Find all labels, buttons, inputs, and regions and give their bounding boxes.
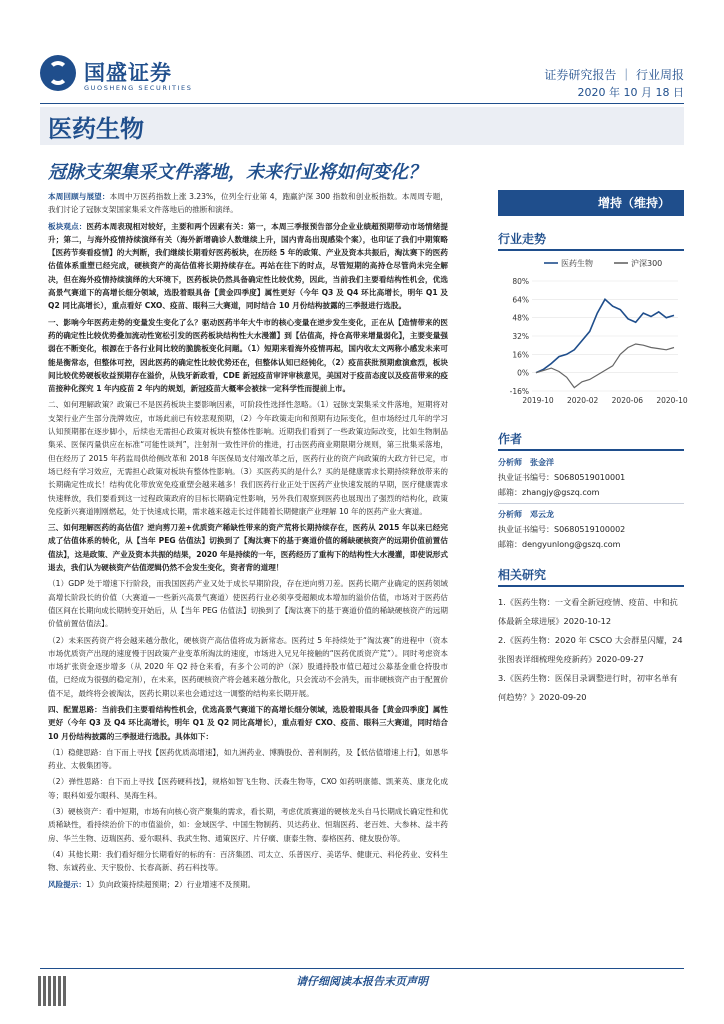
idea-stable: （1）稳健思路：自下而上寻找【医药优质高增速】，如九洲药业、博腾股份、普利制药，及【低估值增速上行】，如恩华药业、太极集团等。	[48, 747, 448, 771]
summary-label: 本周回顾与展望：	[48, 192, 110, 201]
view-label: 板块观点：	[48, 221, 87, 231]
idea-core: （3）硬核资产：看中短期，市场有向核心资产聚集的需求，看长期，考虑优质赛道的硬核龙头自马长期成长确定性和优质稀缺性，看持续治价下的市值溢价，如：金域医学、中国生物制药、贝达药业、恒瑞医药、老百姓、大参林、益丰药房、华兰生物、迈瑞医药、爱尔眼科、我武生物、通策医疗、片仔癀、康泰生物、泰格医药、健友股份等。	[48, 807, 448, 843]
report-date: 2020 年 10 月 18 日	[577, 86, 684, 99]
company-logo	[40, 55, 200, 95]
risk-paragraph	[48, 878, 448, 891]
x-tick-label: 2020-10	[656, 396, 688, 405]
footer-disclaimer: 请仔细阅读本报告末页声明	[296, 975, 428, 988]
main-body	[48, 190, 448, 894]
section-four: 四、配置思路：当前我们主要看结构性机会，优选高景气赛道下的高增长细分领域，选股着眼具备【黄金四季度】属性更好（今年 Q3 及 Q4 环比高增长，明年 Q1 及 Q2 同比高增长），重点看好 CXO、疫苗、眼科三大赛道，同时结合 10 月份结构披露的三季报进行选股。具体如下：	[48, 704, 448, 741]
analyst1-name: 张金洋	[530, 458, 554, 467]
point-gdp: （1）GDP 处于增速下行阶段，而我国医药产业又处于成长早期阶段，存在逆向剪刀差。医药长期产业确定的医药领域高增长阶段长的价值（大赛道—一些新兴高景气赛道）使医药行业必须享受超额成本增加的溢价估值，市场对于医药估值区间在长期向成长期转变开始后，从【当年 PEG 估值法】切换到了【淘汰赛下的基于赛道价值的稀缺硬核资产的远期价值前置估值法】。	[48, 579, 448, 629]
author-block	[498, 455, 684, 552]
report-type: 证券研究报告 ｜ 行业周报	[544, 68, 684, 82]
sidebar	[498, 190, 688, 707]
analyst1-line	[498, 455, 684, 470]
summary-paragraph	[48, 190, 448, 217]
y-tick-label: 48%	[512, 313, 529, 323]
y-tick-label: 64%	[512, 295, 529, 305]
series-line	[536, 344, 674, 388]
summary-text: 本周中万医药指数上涨 3.23%，位列全行业第 4，跑赢沪深 300 指数和创业板指数。本周周专题，我们讨论了冠脉支架国家集采文件落地后的推断和演绎。	[48, 192, 448, 215]
section-two: 二、如何理解政策？政策已不是医药板块主要影响因素，可阶段性选择性忽略。（1）冠脉支架集采文件落地，短期将对支架行业产生部分洗牌效应，市场此前已有较悲观预期，（2）今年政策走向和预期有边际变化，但市场经过几年的学习认知预期都在逐步脚小，后续也无需担心政策对板块有整体性影响。近期我们看到了一些政策边际改变，比如生物制品集采、医保丙量供应在标准“可能性谈判”，注射剂一致性评价的推进，打击医药商业期限期分规则，第三批集采落地，但在经历了 2015 年药监局供给侧改革和 2018 年医保局支付端改革之后，医药行业的资产向政策的大政方针已定，市场已经有学习效应，无需担心政策对板块有整体性影响。（3）买医药买的是什么？买的是健康需求长期持续释放带来的长期确定性成长！结构优化带放宽免疫重塑会越来越多！我们医药行业正处于医药产业快速发展的早期，医疗健康需求快速释放，我们要看到这一过程政策政府的目标长期确定性影响，另外我们观察到医药也展现出了强烈的结构化，政策免疫新兴赛道刚刚燃起，处于快速成长期，需求越来越走长过伴随着长期健康产业理解 10 年的医药产业大赛道。	[48, 400, 448, 516]
analyst2-email[interactable]: 邮箱：dengyunlong@gszq.com	[498, 540, 621, 549]
x-tick-label: 2020-02	[566, 396, 599, 405]
trend-chart-svg	[498, 251, 688, 416]
trend-chart	[498, 251, 688, 416]
risk-label: 风险提示：	[48, 879, 86, 889]
y-tick-label: -16%	[509, 387, 529, 396]
analyst2-name: 邓云龙	[530, 510, 554, 519]
analyst2-line	[498, 507, 684, 522]
y-tick-label: 32%	[512, 332, 529, 341]
industry-name: 医药生物	[48, 115, 144, 143]
analyst1-role: 分析师	[498, 458, 522, 467]
related-item[interactable]: 3.《医药生物：医保目录调整进行时，初审名单有何趋势？》2020-09-20	[498, 673, 678, 702]
related-item[interactable]: 1.《医药生物：一文看全新冠疫情、疫苗、中和抗体最新全球进展》2020-10-12	[498, 597, 678, 626]
footer-divider	[40, 968, 684, 969]
analyst1-email[interactable]: 邮箱：zhangjy@gszq.com	[498, 488, 600, 497]
x-tick-label: 2019-10	[522, 396, 554, 405]
point-assets: （2）未来医药资产将会越来越分散化，硬核资产高估值将成为新常态。医药过 5 年持续处于“淘汰赛”的进程中（资本市场优质资产出现的速度慢于因政策产业变革所淘汰的速度，市场进入兄兄年接触的“医药优质资产荒”）。同时考虑资本市场扩张资金逐步增多（从 2020 年 Q2 持仓来看，有多个公司的沪（深）股通持股市值已超过公募基金重仓持股市值，已经成为很强的稳定剂），在未来，医药硬核资产将会越来越分散化，只会流动不会消失，而非硬核资产由于配置价值不足，最终将会被淘汰，医药长期以来也会通过这一调整的结构来长期开展。	[48, 635, 448, 698]
related-heading: 相关研究	[498, 566, 684, 587]
analyst2-cert: 执业证书编号：S0680519100002	[498, 525, 626, 534]
logo-text-en: GUOSHENG SECURITIES	[84, 84, 193, 92]
analyst1-cert: 执业证书编号：S0680519010001	[498, 473, 626, 482]
section-three: 三、如何理解医药的高估值？逆向剪刀差+优质资产稀缺性带来的资产荒将长期持续存在，医药从 2015 年以来已经完成了估值体系的转化，从【当年 PEG 估值法】切换到了【淘汰赛下的基于赛道价值的稀缺硬核资产的远期价值前置估值法】，这是政策、产业及资本共振的结果，2020 年是持续的一年，医药经历了重构下的结构性大水漫灌，即使说形式退去，我们认为硬核资产估值逻辑仍然不会发生变化，资者背的道理！	[48, 523, 448, 573]
trend-heading: 行业走势	[498, 230, 684, 251]
related-list	[498, 593, 684, 707]
legend-label: 医药生物	[561, 259, 593, 268]
author-heading: 作者	[498, 430, 684, 451]
report-title: 冠脉支架集采文件落地，未来行业将如何变化？	[48, 162, 426, 183]
y-tick-label: 0%	[517, 368, 529, 378]
header-divider	[40, 103, 684, 104]
logo-mark-icon	[40, 55, 76, 91]
y-tick-label: 16%	[512, 350, 529, 360]
section-one: 一、影响今年医药走势的变量发生变化了么？驱动医药半年大牛市的核心变量在逆步发生变化，正在从【造情带来的医药的确定性比较优势叠加流动性宽松引发的医药板块结构性大水漫灌】到【估值高，持仓高带来增量弱化】，主要变量强弱在不断变化，根源在于各行业间比较的脆脆板变化问题。（1）短期来看海外疫情再起，国内收太文两称小感发未来可能是衡常态，但整体可控，因此医药的确定性比较优势还在，但整体认知已经钝化，（2）疫苗获批预期愈演愈烈，板块间比较优势硬板收益预期存在溢价，从钱牙新政看，CDE 新冠疫苗审评审核意见，美国对于疫苗态度以及疫苗带来的疫苗接种化探究 1 年内疫苗 2 年内的规划，新冠疫苗大概率会被抹一定科学性而提前上市。	[48, 317, 448, 394]
idea-other: （4）其他长期：我们看好细分长期看好的标的有：百济集团、司太立、乐普医疗、美诺华、健康元、科伦药业、安科生物、东诚药业、天宇股份、长春高新、药石科技等。	[48, 849, 448, 873]
view-paragraph	[48, 220, 448, 313]
view-text: 医药本周表现相对较好，主要和两个因素有关：第一，本周三季报预告部分企业业绩超预期带动市场情绪提升；第二，与海外疫情持续演绎有关（海外新增确诊人数继续上升，国内青岛出现感染个案），也印证了我们中期策略【医药节奏看疫情】的大判断，我们继续长期看好医药板块，在历经 5 年的政策、产业及资本共振后，淘汰赛下的医药估值体系重塑已经完成，硬核资产的高估值将长期持续存在。再站在往下的时点，尽管短期的高持仓尽管尚未完全解决，但在海外疫情持续演绎的大环境下，医药板块仍然具备确定性比较优势，因此，当前我们主要看结构性机会，优选高景气赛道下的高增长细分领域，选股着眼具备【黄金四季度】属性更好（今年 Q3 及 Q4 环比高增长，明年 Q1 及 Q2 同比高增长），重点看好 CXO、疫苗、眼科三大赛道，同时结合 10 月份结构披露的三季报进行选股。	[48, 221, 449, 311]
related-item[interactable]: 2.《医药生物：2020 年 CSCO 大会群星闪耀，24 张图表详细梳理免疫新药》2020-09-27	[498, 635, 683, 664]
y-tick-label: 80%	[512, 277, 529, 286]
idea-elastic: （2）弹性思路：自下而上寻找【医药硬科技】，规格如智飞生物、沃森生物等，CXO 如药明康德、凯莱英、康龙化成等；眼科如爱尔眼科、昊海生科。	[48, 777, 448, 800]
logo-text-cn: 国盛证券	[84, 61, 172, 85]
author-divider	[498, 503, 684, 504]
analyst2-role: 分析师	[498, 510, 522, 519]
x-tick-label: 2020-06	[611, 396, 644, 405]
legend-label: 沪深300	[631, 259, 663, 268]
risk-text: 1）负向政策持续超预期；2）行业增速不及预期。	[85, 879, 256, 889]
rating-badge: 增持（维持）	[498, 190, 684, 216]
